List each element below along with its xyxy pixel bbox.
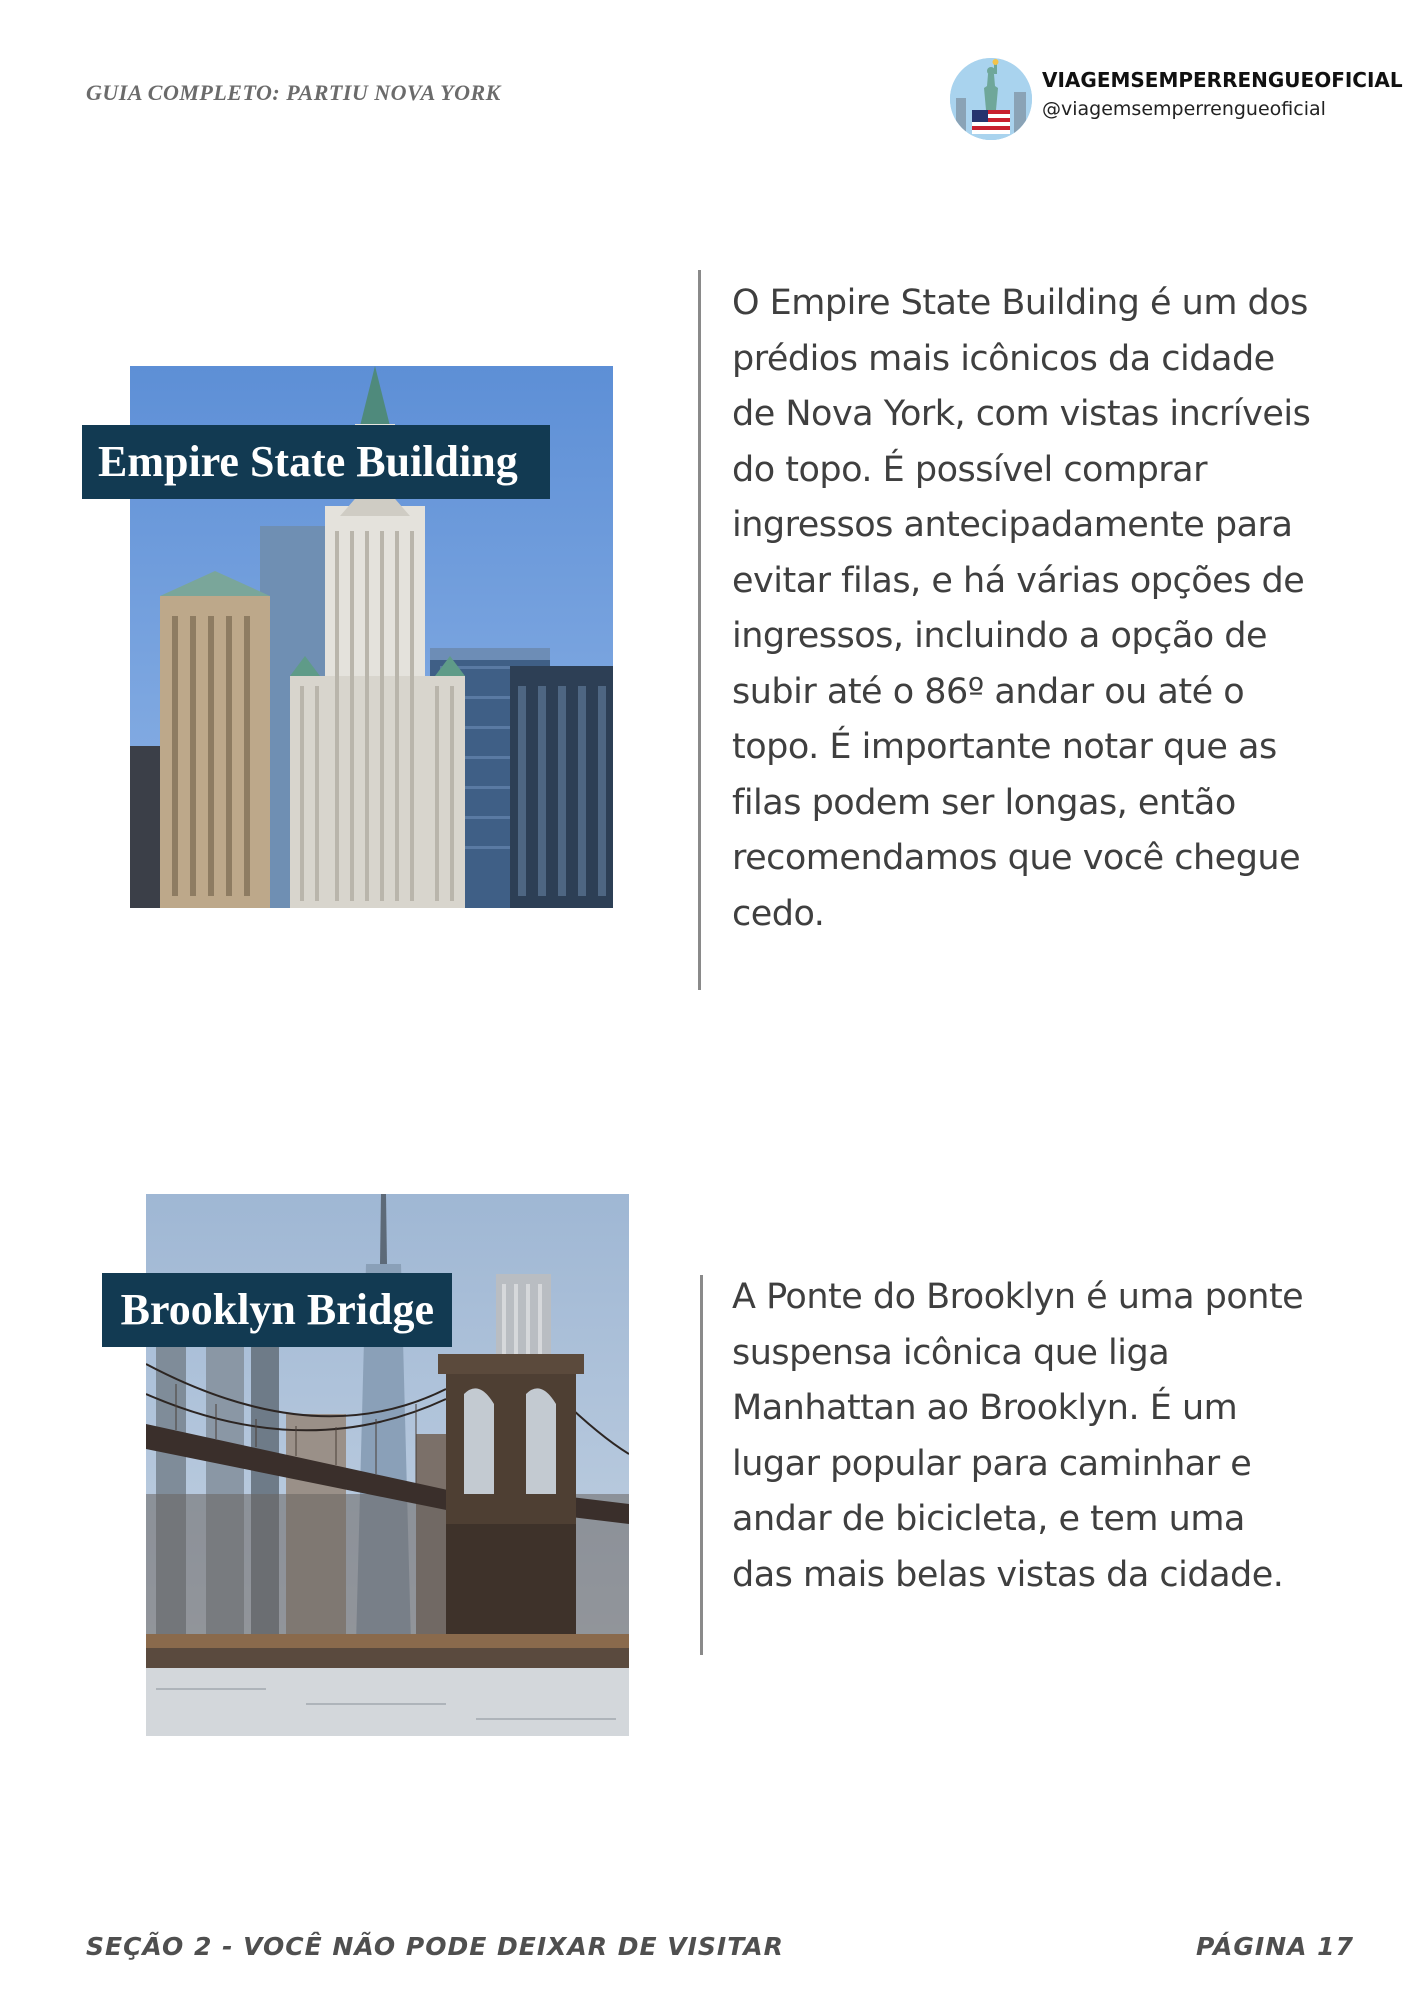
profile-handle: @viagemsemperrengueoficial [1042,98,1326,120]
vertical-rule [700,1275,703,1655]
vertical-rule [698,270,701,990]
profile-name: VIAGEMSEMPERRENGUEOFICIAL [1042,68,1403,92]
statue-of-liberty-avatar-icon [950,58,1032,140]
section-text-brooklyn: A Ponte do Brooklyn é uma ponte suspensa icônica que liga Manhattan ao Brooklyn. É um lugar popular para caminhar e andar de bicicleta, e tem uma das mais belas vistas da cidade. [732,1277,1304,1595]
footer-section: SEÇÃO 2 - VOCÊ NÃO PODE DEIXAR DE VISITAR [86,1932,784,1961]
footer-page-number: PÁGINA 17 [1196,1932,1354,1961]
section-label-brooklyn: Brooklyn Bridge [102,1273,452,1347]
guide-title: GUIA COMPLETO: PARTIU NOVA YORK [86,80,501,105]
section-label-empire: Empire State Building [82,425,550,499]
profile-block [950,58,1403,142]
section-text-empire: O Empire State Building é um dos prédios mais icônicos da cidade de Nova York, com vistas incríveis do topo. É possível comprar ingressos antecipadamente para evitar filas, e há várias opções de ingressos, incluindo a opção de subir até o 86º andar ou até o topo. É importante notar que as filas podem ser longas, então recomendamos que você chegue cedo. [732,283,1311,934]
